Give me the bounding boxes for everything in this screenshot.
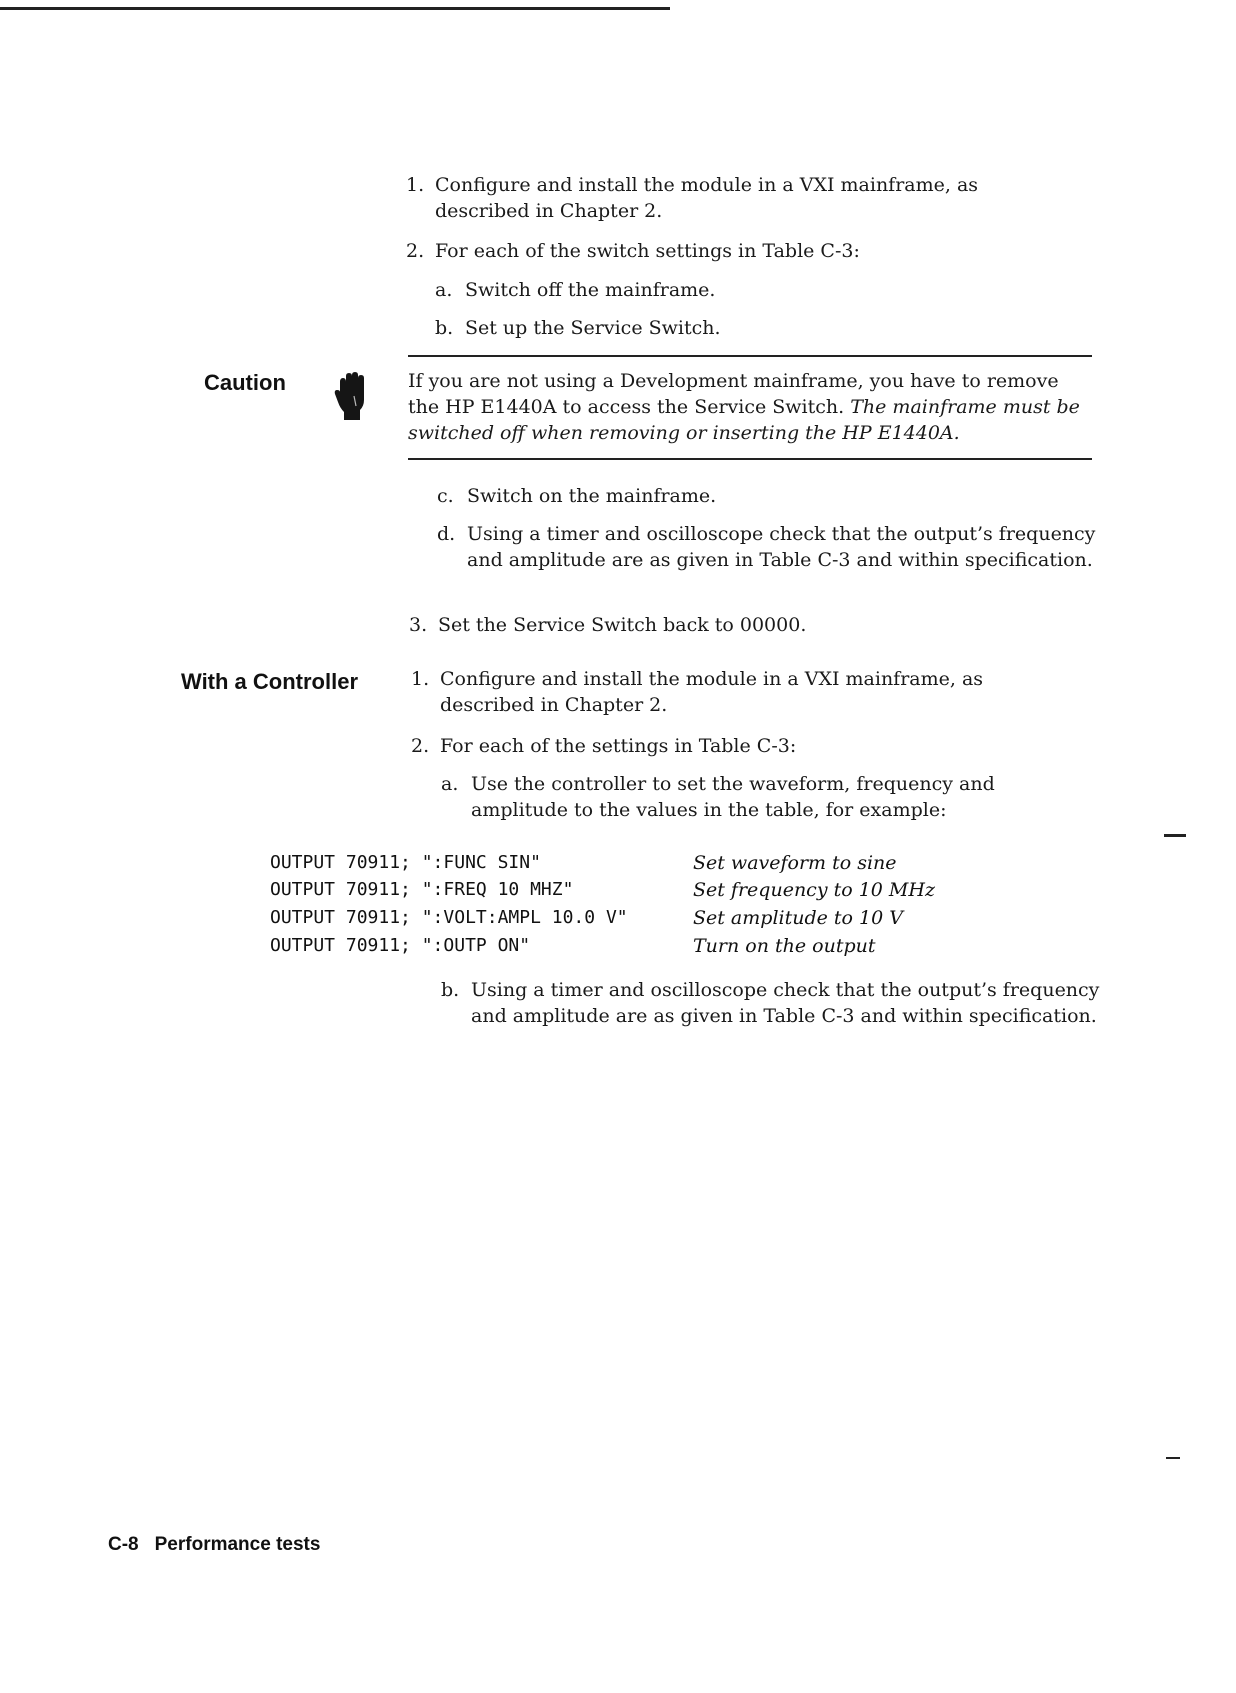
controller-step-2b — [441, 977, 1121, 1029]
code-line-1: OUTPUT 70911; ":FUNC SIN" — [270, 852, 541, 873]
code-line-3: OUTPUT 70911; ":VOLT:AMPL 10.0 V" — [270, 907, 628, 928]
step-text: Switch off the mainframe. — [465, 279, 716, 301]
step-number: 1. — [406, 174, 425, 196]
controller-step-2a — [441, 771, 1051, 823]
caution-emphasis: The mainframe must be switched off when removing or inserting the HP E1440A. — [408, 396, 1080, 444]
top-rule — [0, 7, 670, 10]
controller-step-2 — [411, 733, 1120, 759]
step-2b — [435, 315, 1115, 341]
step-text: For each of the switch settings in Table C-3: — [435, 240, 860, 262]
step-text: Using a timer and oscilloscope check that the output’s frequency and amplitude are as given in Table C-3 and within specification. — [467, 523, 1096, 571]
margin-mark-lower — [1166, 1457, 1180, 1459]
with-controller-heading: With a Controller — [181, 669, 359, 694]
page-footer — [108, 1534, 320, 1556]
step-number: 3. — [409, 614, 428, 636]
controller-step-1 — [411, 666, 1060, 718]
step-2d — [437, 521, 1122, 573]
step-3 — [409, 612, 1118, 638]
step-text: Configure and install the module in a VXI mainframe, as described in Chapter 2. — [435, 174, 979, 222]
step-text: For each of the settings in Table C-3: — [440, 735, 797, 757]
step-text: Set up the Service Switch. — [465, 317, 721, 339]
step-2 — [406, 238, 1115, 264]
caution-box — [408, 355, 1092, 460]
step-text: Use the controller to set the waveform, frequency and amplitude to the values in the table, for example: — [471, 773, 995, 821]
step-number: 2. — [411, 735, 430, 757]
step-number: 1. — [411, 668, 430, 690]
page-number: C-8 — [108, 1534, 139, 1555]
step-text: Set the Service Switch back to 00000. — [438, 614, 807, 636]
code-comment-1: Set waveform to sine — [693, 852, 897, 874]
step-letter: b. — [441, 979, 460, 1001]
step-text: Configure and install the module in a VXI mainframe, as described in Chapter 2. — [440, 668, 984, 716]
code-line-4: OUTPUT 70911; ":OUTP ON" — [270, 935, 531, 956]
code-comment-3: Set amplitude to 10 V — [693, 907, 903, 929]
step-text: Using a timer and oscilloscope check that the output’s frequency and amplitude are as given in Table C-3 and within specification. — [471, 979, 1100, 1027]
step-letter: a. — [441, 773, 459, 795]
margin-mark-upper — [1164, 834, 1186, 837]
code-comment-4: Turn on the output — [693, 935, 876, 957]
step-letter: c. — [437, 485, 454, 507]
code-comment-2: Set frequency to 10 MHz — [693, 879, 935, 901]
step-2a — [435, 277, 1115, 303]
hand-icon — [334, 372, 370, 422]
step-letter: d. — [437, 523, 456, 545]
caution-text: If you are not using a Development mainframe, you have to remove the HP E1440A to access the Service Switch. — [408, 370, 1059, 418]
step-2c — [437, 483, 1117, 509]
step-1 — [406, 172, 1055, 224]
step-number: 2. — [406, 240, 425, 262]
step-letter: a. — [435, 279, 453, 301]
section-title: Performance tests — [154, 1534, 321, 1555]
step-letter: b. — [435, 317, 454, 339]
caution-label: Caution — [204, 370, 286, 395]
code-line-2: OUTPUT 70911; ":FREQ 10 MHZ" — [270, 879, 574, 900]
step-text: Switch on the mainframe. — [467, 485, 717, 507]
